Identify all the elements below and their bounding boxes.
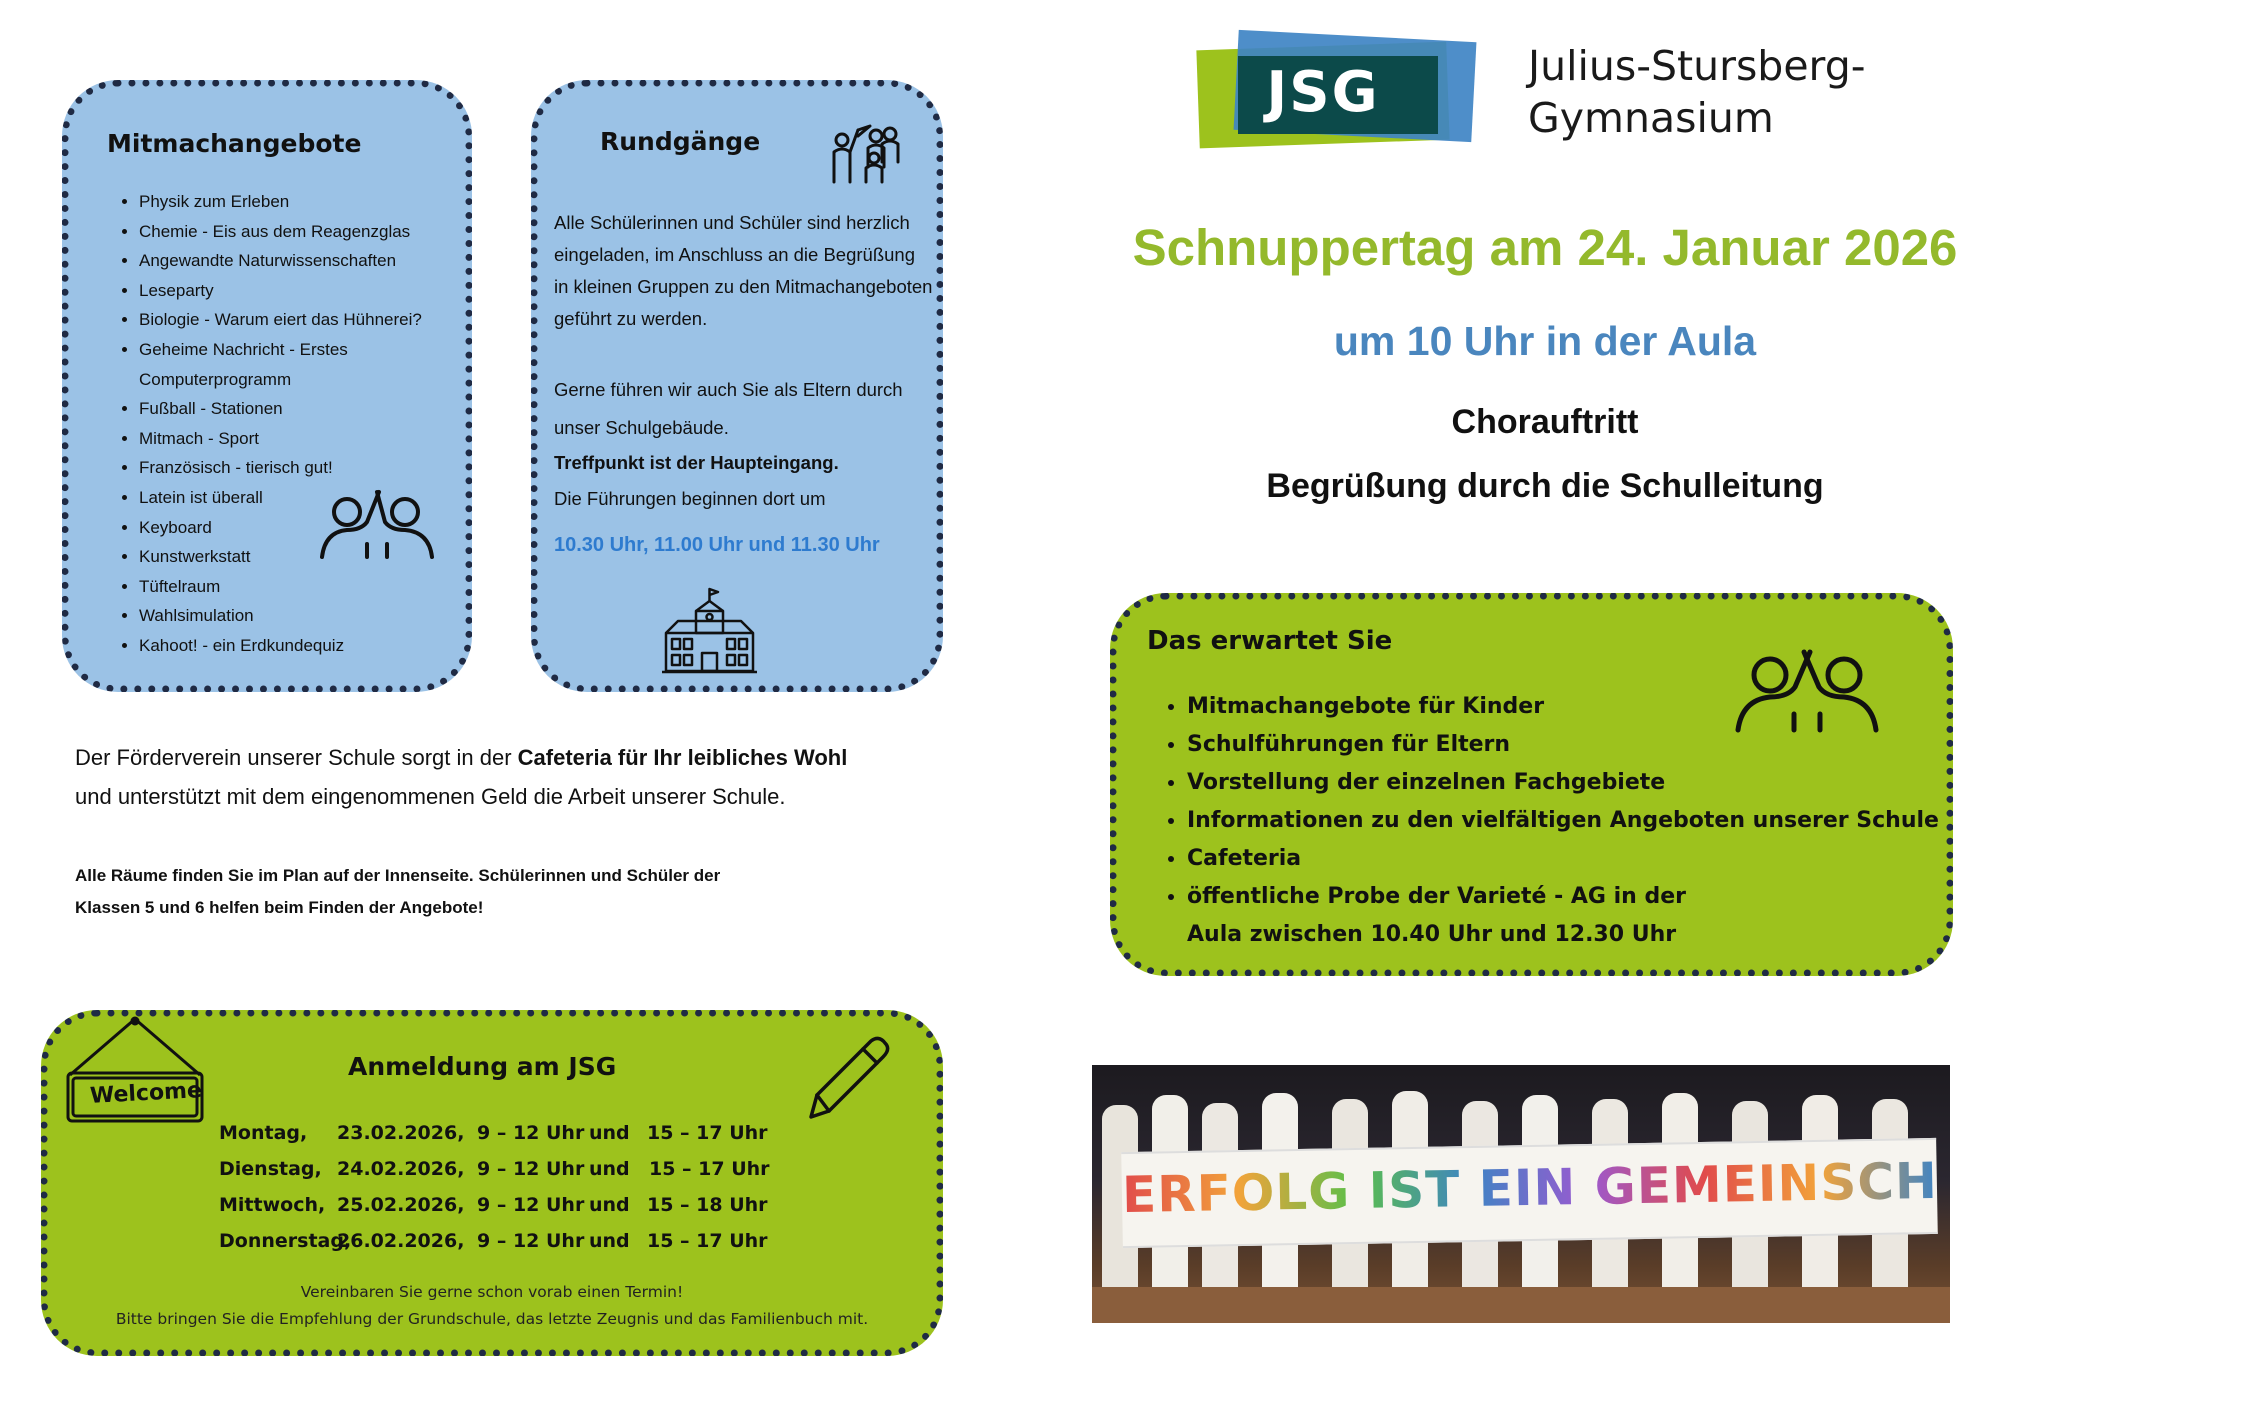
anmeldung-schedule	[219, 1122, 779, 1266]
list-item: • Keyboard	[139, 513, 459, 543]
erwartet-title: Das erwartet Sie	[1147, 626, 1393, 656]
erwartet-card	[1110, 593, 1953, 976]
list-item: • Kahoot! - ein Erdkundequiz	[139, 631, 459, 661]
mitmachangebote-card	[62, 80, 472, 692]
event-headline: Schnuppertag am 24. Januar 2026	[1132, 219, 1958, 276]
rundgaenge-times: 10.30 Uhr, 11.00 Uhr und 11.30 Uhr	[554, 534, 880, 556]
list-item: • Geheime Nachricht - Erstes Computerprogramm	[139, 335, 369, 394]
rundgaenge-card	[531, 80, 943, 692]
mitmachangebote-title: Mitmachangebote	[107, 129, 362, 158]
list-item: • Mitmach - Sport	[139, 424, 459, 454]
anmeldung-card	[41, 1010, 943, 1356]
list-item: • Schulführungen für Eltern	[1187, 726, 1957, 764]
list-item: • Biologie - Warum eiert das Hühnerei?	[139, 305, 459, 335]
list-item: • Angewandte Naturwissenschaften	[139, 246, 459, 276]
schedule-row: Dienstag, 24.02.2026, 9 – 12 Uhr und 15 – 17 Uhr	[219, 1158, 770, 1180]
list-item: • Kunstwerkstatt	[139, 542, 459, 572]
rundgaenge-intro: Alle Schülerinnen und Schüler sind herzlich eingeladen, im Anschluss an die Begrüßung in kleinen Gruppen zu den Mitmachangeboten geführt zu werden.	[554, 212, 933, 329]
logo-abbr: JSG	[1266, 60, 1380, 125]
welcome-sign-label: Welcome	[89, 1078, 203, 1109]
school-building-icon	[662, 595, 757, 675]
list-item: • öffentliche Probe der Varieté - AG in der Aula zwischen 10.40 Uhr und 12.30 Uhr	[1187, 878, 1747, 954]
foerderverein-text: Der Förderverein unserer Schule sorgt in der Cafeteria für Ihr leibliches Wohl und unterstützt mit dem eingenommenen Geld die Arbeit unserer Schule.	[75, 745, 848, 809]
rundgaenge-parents: Gerne führen wir auch Sie als Eltern durch unser Schulgebäude.	[554, 379, 903, 438]
school-logo	[1198, 36, 1478, 151]
list-item: • Mitmachangebote für Kinder	[1187, 688, 1957, 726]
list-item: • Physik zum Erleben	[139, 187, 459, 217]
list-item: • Informationen zu den vielfältigen Angeboten unserer Schule	[1187, 802, 1957, 840]
list-item: • Leseparty	[139, 276, 459, 306]
school-name: Julius-Stursberg- Gymnasium	[1528, 42, 1866, 142]
schedule-row: Montag, 23.02.2026, 9 – 12 Uhr und 15 – 17 Uhr	[219, 1122, 768, 1144]
list-item: • Vorstellung der einzelnen Fachgebiete	[1187, 764, 1957, 802]
list-item: • Fußball - Stationen	[139, 394, 459, 424]
high-five-icon	[317, 482, 437, 562]
list-item: • Tüftelraum	[139, 572, 459, 602]
rundgaenge-start-text: Die Führungen beginnen dort um	[554, 488, 826, 509]
school-photo	[1092, 1065, 2256, 1323]
pencil-icon	[803, 1035, 893, 1125]
welcome-sign-icon	[60, 1017, 210, 1129]
list-item: • Latein ist überall	[139, 483, 459, 513]
rundgaenge-title: Rundgänge	[600, 127, 761, 156]
raeume-note: Alle Räume finden Sie im Plan auf der Innenseite. Schülerinnen und Schüler der Klassen 5 und 6 helfen beim Finden der Angebote!	[75, 866, 721, 917]
list-item: • Cafeteria	[1187, 840, 1957, 878]
mitmachangebote-list	[113, 187, 459, 661]
tour-group-icon	[828, 122, 903, 187]
schedule-row: Mittwoch, 25.02.2026, 9 – 12 Uhr und 15 – 18 Uhr	[219, 1194, 768, 1216]
anmeldung-title: Anmeldung am JSG	[348, 1052, 617, 1081]
schedule-row: Donnerstag, 26.02.2026, 9 – 12 Uhr und 15 – 17 Uhr	[219, 1230, 768, 1252]
photo-stage-floor	[1092, 1287, 1950, 1323]
list-item: • Wahlsimulation	[139, 601, 459, 631]
photo-banner-text: ERFOLG IST EIN GEMEINSCHAFTSWERK	[1121, 1146, 2256, 1225]
rundgaenge-meeting-point: Treffpunkt ist der Haupteingang.	[554, 452, 839, 473]
program-line-welcome: Begrüßung durch die Schulleitung	[1266, 467, 1824, 505]
program-line-choir: Chorauftritt	[1451, 403, 1639, 441]
event-subhead: um 10 Uhr in der Aula	[1333, 318, 1757, 364]
erwartet-list	[1161, 688, 1957, 954]
list-item: • Chemie - Eis aus dem Reagenzglas	[139, 217, 459, 247]
anmeldung-notes: Vereinbaren Sie gerne schon vorab einen Termin! Bitte bringen Sie die Empfehlung der Grundschule, das letzte Zeugnis und das Familienbuch mit.	[115, 1283, 869, 1328]
list-item: • Französisch - tierisch gut!	[139, 453, 459, 483]
